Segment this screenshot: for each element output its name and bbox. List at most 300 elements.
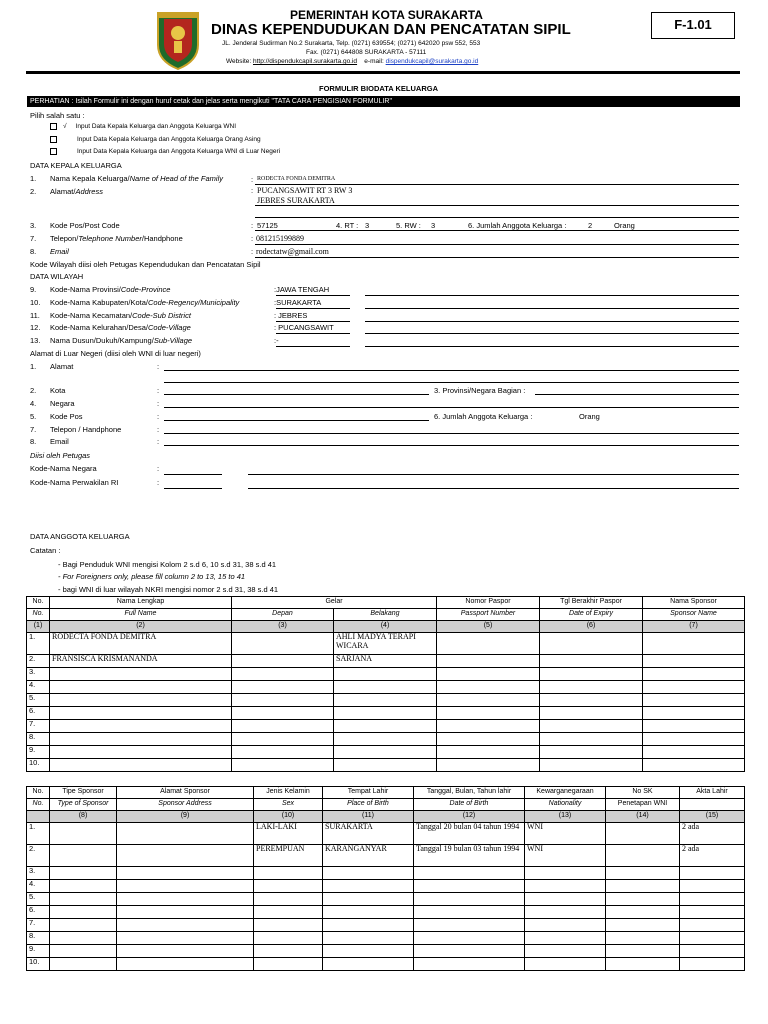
table-cell[interactable] <box>334 746 437 759</box>
header-cell: Sponsor Address <box>117 799 254 811</box>
table-cell[interactable] <box>254 932 323 945</box>
table-cell[interactable] <box>334 681 437 694</box>
abroad-address-line-2 <box>164 382 739 383</box>
member-count-value[interactable]: 2 <box>588 221 593 230</box>
table-cell[interactable] <box>643 733 745 746</box>
header-cell: Tempat Lahir <box>323 787 414 799</box>
table-cell[interactable] <box>232 707 334 720</box>
region-label: Nama Dusun/Dukuh/Kampung/ <box>50 336 154 345</box>
table-cell[interactable] <box>606 867 680 880</box>
abroad-row-address <box>30 362 73 371</box>
colon: : <box>157 386 160 395</box>
option-abroad-label: Input Data Kepala Keluarga dan Anggota Keluarga WNI di Luar Negeri <box>77 148 281 156</box>
table-cell[interactable] <box>525 867 606 880</box>
region-section-title: DATA WILAYAH <box>30 272 84 281</box>
abroad-address-line-1 <box>164 370 739 371</box>
table-cell[interactable] <box>117 919 254 932</box>
table-cell[interactable] <box>606 945 680 958</box>
table-row <box>27 845 745 867</box>
orang-label: Orang <box>614 221 635 230</box>
table-cell[interactable] <box>680 945 745 958</box>
table-cell[interactable] <box>50 845 117 867</box>
table-cell[interactable] <box>117 845 254 867</box>
row-number: 8. <box>30 247 37 256</box>
table-cell[interactable] <box>437 694 540 707</box>
table-cell[interactable] <box>50 759 232 772</box>
header-cell: Nationality <box>525 799 606 811</box>
header-cell: Gelar <box>232 597 437 609</box>
table-cell[interactable]: PEREMPUAN <box>254 845 323 867</box>
table-cell[interactable] <box>334 707 437 720</box>
row-number: 8. <box>30 437 37 446</box>
phone-label-en: Telephone Number <box>78 234 142 243</box>
table-cell[interactable] <box>323 893 414 906</box>
table-cell[interactable] <box>50 919 117 932</box>
colon: : <box>157 425 160 434</box>
table-cell[interactable] <box>643 655 745 668</box>
table-row <box>27 746 745 759</box>
column-number-cell: (9) <box>117 811 254 823</box>
header-cell: No. <box>27 787 50 799</box>
region-name-line <box>365 308 739 309</box>
colon: : <box>157 362 160 371</box>
column-number-cell: (7) <box>643 621 745 633</box>
row-number-cell: 4. <box>27 681 50 694</box>
table-cell[interactable] <box>680 880 745 893</box>
table-cell[interactable] <box>254 880 323 893</box>
representative-code-line-1 <box>164 488 222 489</box>
row-number-cell: 7. <box>27 919 50 932</box>
table-cell[interactable]: 2 ada <box>680 845 745 867</box>
region-code-line <box>276 333 350 334</box>
table-cell[interactable] <box>334 668 437 681</box>
table-cell[interactable] <box>437 681 540 694</box>
row-number-cell: 10. <box>27 958 50 971</box>
table-cell[interactable] <box>540 681 643 694</box>
members-note-3: - bagi WNI di luar wilayah NKRI mengisi nomor 2 s.d 31, 38 s.d 41 <box>58 585 279 594</box>
table-cell[interactable] <box>50 906 117 919</box>
abroad-postcode-label: Kode Pos <box>50 412 83 421</box>
table-cell[interactable] <box>323 945 414 958</box>
header-rule <box>26 71 740 74</box>
column-number-cell: (12) <box>414 811 525 823</box>
postcode-label: Kode Pos/Post Code <box>50 221 120 230</box>
table-cell[interactable] <box>414 932 525 945</box>
table-row <box>27 958 745 971</box>
table-cell[interactable] <box>232 681 334 694</box>
table-cell[interactable] <box>50 694 232 707</box>
table-cell[interactable]: SARJANA <box>334 655 437 668</box>
column-number-cell: (3) <box>232 621 334 633</box>
abroad-address-label: Alamat <box>50 362 74 371</box>
header-cell: Alamat Sponsor <box>117 787 254 799</box>
region-label: Kode-Nama Kabupaten/Kota/ <box>50 298 148 307</box>
row-number-cell: 8. <box>27 932 50 945</box>
table-cell[interactable] <box>117 823 254 845</box>
table-cell[interactable] <box>680 932 745 945</box>
table-cell[interactable] <box>334 694 437 707</box>
row-number: 11. <box>30 311 40 320</box>
table-cell[interactable] <box>540 694 643 707</box>
petugas-label: Diisi oleh Petugas <box>30 451 91 460</box>
region-value[interactable]: : PUCANGSAWIT <box>274 323 334 332</box>
header-cell: Nama Sponsor <box>643 597 745 609</box>
table-cell[interactable] <box>323 932 414 945</box>
table-cell[interactable] <box>606 823 680 845</box>
table-cell[interactable] <box>50 893 117 906</box>
table-cell[interactable] <box>117 867 254 880</box>
table-cell[interactable]: Tanggal 19 bulan 03 tahun 1994 <box>414 845 525 867</box>
table-cell[interactable] <box>50 945 117 958</box>
table-cell[interactable]: Tanggal 20 bulan 04 tahun 1994 <box>414 823 525 845</box>
table-cell[interactable] <box>50 823 117 845</box>
table-cell[interactable] <box>323 867 414 880</box>
table-cell[interactable] <box>525 932 606 945</box>
table-cell[interactable] <box>525 906 606 919</box>
table-cell[interactable] <box>117 932 254 945</box>
table-cell[interactable] <box>606 919 680 932</box>
row-number: 7. <box>30 234 37 243</box>
region-value[interactable]: :JAWA TENGAH <box>274 285 330 294</box>
handphone-label: /Handphone <box>141 234 183 243</box>
form-code-box <box>651 12 735 39</box>
rw-value[interactable]: 3 <box>431 221 436 230</box>
abroad-row-email <box>30 437 69 446</box>
members-table-1 <box>26 596 745 772</box>
table-cell[interactable] <box>680 867 745 880</box>
postcode-value[interactable]: 57125 <box>257 221 278 230</box>
checkbox-foreigner[interactable] <box>50 136 57 143</box>
colon: : <box>157 478 160 487</box>
table-cell[interactable] <box>643 694 745 707</box>
table-cell[interactable] <box>540 746 643 759</box>
table-cell[interactable] <box>334 759 437 772</box>
header-cell: No. <box>27 609 50 621</box>
table-cell[interactable]: RODECTA FONDA DEMITRA <box>50 633 232 655</box>
row-number-cell: 9. <box>27 746 50 759</box>
table-cell[interactable] <box>525 945 606 958</box>
checkmark-icon: √ <box>63 123 67 131</box>
abroad-city-label: Kota <box>50 386 66 395</box>
region-name-line <box>365 321 739 322</box>
head-name-value[interactable]: RODECTA FONDA DEMITRA <box>257 176 336 182</box>
table-cell[interactable]: 2 ada <box>680 823 745 845</box>
table-cell[interactable] <box>50 958 117 971</box>
notice-bar <box>27 96 740 107</box>
table-cell[interactable] <box>540 655 643 668</box>
table-cell[interactable] <box>414 906 525 919</box>
option-abroad[interactable] <box>50 148 280 155</box>
table-cell[interactable] <box>525 958 606 971</box>
row-number: 13. <box>30 336 41 345</box>
table-cell[interactable] <box>437 720 540 733</box>
head-row-address <box>30 187 103 196</box>
table-cell[interactable] <box>323 880 414 893</box>
row-number: 12. <box>30 323 41 332</box>
table-cell[interactable] <box>414 893 525 906</box>
header-cell: Full Name <box>50 609 232 621</box>
row-number-cell: 8. <box>27 733 50 746</box>
table-cell[interactable] <box>680 906 745 919</box>
head-address-line-2 <box>255 217 739 218</box>
table-cell[interactable] <box>525 880 606 893</box>
region-name-line <box>365 333 739 334</box>
table-cell[interactable] <box>606 845 680 867</box>
option-foreigner-label: Input Data Kepala Keluarga dan Anggota Keluarga Orang Asing <box>77 136 261 144</box>
region-value[interactable]: :- <box>274 336 279 345</box>
table-cell[interactable] <box>525 919 606 932</box>
table-cell[interactable]: SURAKARTA <box>323 823 414 845</box>
column-number-cell: (5) <box>437 621 540 633</box>
phone-line <box>255 244 739 245</box>
region-label-en: Code-Sub District <box>132 311 191 320</box>
table-cell[interactable] <box>232 633 334 655</box>
email-field-label: Email <box>50 247 69 256</box>
name-label: Nama Kepala Keluarga/ <box>50 174 130 183</box>
head-section-title: DATA KEPALA KELUARGA <box>30 161 122 170</box>
table-cell[interactable] <box>643 707 745 720</box>
table-cell[interactable] <box>334 733 437 746</box>
table-cell[interactable] <box>643 759 745 772</box>
table-cell[interactable] <box>606 958 680 971</box>
table-cell[interactable] <box>643 720 745 733</box>
table-row <box>27 655 745 668</box>
colon: : <box>157 464 160 473</box>
table-cell[interactable] <box>540 759 643 772</box>
column-number-row <box>27 811 745 823</box>
table-cell[interactable] <box>323 919 414 932</box>
form-title: FORMULIR BIODATA KELUARGA <box>319 84 439 93</box>
column-number-cell <box>27 811 50 823</box>
table-cell[interactable] <box>437 668 540 681</box>
colon: : <box>251 175 254 184</box>
table-cell[interactable] <box>254 919 323 932</box>
website-link[interactable]: http://dispendukcapil.surakarta.go.id <box>252 58 358 65</box>
row-number: 7. <box>30 425 37 434</box>
checkbox-wni[interactable] <box>50 123 57 130</box>
table-cell[interactable] <box>414 880 525 893</box>
option-foreigner[interactable] <box>50 136 261 143</box>
table-row <box>27 707 745 720</box>
table-cell[interactable] <box>50 746 232 759</box>
table-cell[interactable] <box>50 880 117 893</box>
row-number-cell: 1. <box>27 633 50 655</box>
table-row <box>27 694 745 707</box>
table-cell[interactable] <box>50 707 232 720</box>
table-cell[interactable]: KARANGANYAR <box>323 845 414 867</box>
region-value[interactable]: :SURAKARTA <box>274 298 322 307</box>
head-row-postcode <box>30 221 120 230</box>
table-cell[interactable] <box>540 720 643 733</box>
region-row-label <box>30 323 191 332</box>
column-number-cell: (6) <box>540 621 643 633</box>
row-number-cell: 1. <box>27 823 50 845</box>
table-cell[interactable] <box>414 945 525 958</box>
table-cell[interactable] <box>50 932 117 945</box>
table-cell[interactable] <box>606 906 680 919</box>
header-cell: Passport Number <box>437 609 540 621</box>
members-table-2 <box>26 786 745 971</box>
table-cell[interactable] <box>323 958 414 971</box>
header-cell: Tgl Berakhir Paspor <box>540 597 643 609</box>
table-row <box>27 932 745 945</box>
table-cell[interactable] <box>414 867 525 880</box>
option-wni[interactable] <box>50 123 236 130</box>
region-row-label <box>30 311 191 320</box>
header-cell: Sex <box>254 799 323 811</box>
table-cell[interactable] <box>643 633 745 655</box>
header-cell: Penetapan WNI <box>606 799 680 811</box>
region-label-en: Code-Province <box>120 285 171 294</box>
table-cell[interactable] <box>643 668 745 681</box>
form-code: F-1.01 <box>674 17 712 32</box>
header-cell: Place of Birth <box>323 799 414 811</box>
head-row-email <box>30 247 69 256</box>
table-cell[interactable] <box>254 893 323 906</box>
table-cell[interactable] <box>525 893 606 906</box>
table-cell[interactable] <box>437 707 540 720</box>
region-label: Kode-Nama Kelurahan/Desa/ <box>50 323 148 332</box>
region-label-en: Code-Regency/Municipality <box>147 298 240 307</box>
table-cell[interactable] <box>254 958 323 971</box>
phone-value[interactable]: 081215199889 <box>256 234 304 243</box>
table-cell[interactable]: LAKI-LAKI <box>254 823 323 845</box>
row-number: 10. <box>30 298 41 307</box>
table-cell[interactable] <box>232 694 334 707</box>
column-number-cell: (2) <box>50 621 232 633</box>
table-cell[interactable] <box>232 720 334 733</box>
notice-text: PERHATIAN : Isilah Formulir ini dengan huruf cetak dan jelas serta mengikuti "TATA CARA PENGISIAN FORMULIR" <box>30 98 392 105</box>
head-address-value-1[interactable]: PUCANGSAWIT RT 3 RW 3 <box>257 186 353 195</box>
table-cell[interactable] <box>232 655 334 668</box>
region-value[interactable]: : JEBRES <box>274 311 308 320</box>
table-row <box>27 919 745 932</box>
table-cell[interactable]: AHLI MADYA TERAPI WICARA <box>334 633 437 655</box>
table-cell[interactable] <box>437 759 540 772</box>
header-cell: No. <box>27 597 50 609</box>
table-cell[interactable] <box>540 633 643 655</box>
table-cell[interactable] <box>414 919 525 932</box>
row-number: 4. <box>30 399 37 408</box>
abroad-country-line <box>164 407 739 408</box>
table-cell[interactable] <box>50 733 232 746</box>
table-cell[interactable] <box>540 733 643 746</box>
header-cell: Nama Lengkap <box>50 597 232 609</box>
head-row-name <box>30 174 223 183</box>
table-row <box>27 759 745 772</box>
row-number: 9. <box>30 285 37 294</box>
table-cell[interactable] <box>680 958 745 971</box>
table-header-row <box>27 597 745 609</box>
region-label-en: Sub-Village <box>153 336 193 345</box>
email-line <box>255 257 739 258</box>
table-cell[interactable] <box>437 633 540 655</box>
email-link[interactable]: dispendukcapil@surakarta.go.id <box>385 58 479 65</box>
gov-title: PEMERINTAH KOTA SURAKARTA <box>290 8 483 22</box>
table-cell[interactable] <box>437 655 540 668</box>
colon: : <box>157 437 160 446</box>
rt-label: 4. RT : <box>336 221 359 230</box>
table-cell[interactable] <box>254 945 323 958</box>
row-number-cell: 2. <box>27 655 50 668</box>
abroad-province-line <box>535 394 739 395</box>
colon: : <box>251 221 254 230</box>
fax-line: Fax. (0271) 644808 SURAKARTA - 57111 <box>306 49 427 56</box>
abroad-postcode-line <box>164 420 429 421</box>
header-cell: No. <box>27 799 50 811</box>
table-cell[interactable] <box>643 746 745 759</box>
table-cell[interactable] <box>50 720 232 733</box>
table-cell[interactable] <box>334 720 437 733</box>
region-row-label <box>30 298 239 307</box>
region-label-en: Code-Village <box>147 323 191 332</box>
table-cell[interactable] <box>50 668 232 681</box>
table-cell[interactable] <box>232 668 334 681</box>
row-number: 1. <box>30 362 37 371</box>
table-cell[interactable] <box>117 906 254 919</box>
table-cell[interactable] <box>606 932 680 945</box>
table-cell[interactable] <box>254 867 323 880</box>
table-cell[interactable] <box>540 668 643 681</box>
table-cell[interactable] <box>50 867 117 880</box>
table-cell[interactable] <box>437 733 540 746</box>
table-cell[interactable] <box>540 707 643 720</box>
row-number-cell: 5. <box>27 694 50 707</box>
header-cell: Jenis Kelamin <box>254 787 323 799</box>
table-cell[interactable] <box>232 746 334 759</box>
header-cell: Nomor Paspor <box>437 597 540 609</box>
table-cell[interactable] <box>414 958 525 971</box>
row-number: 2. <box>30 386 37 395</box>
table-cell[interactable] <box>680 893 745 906</box>
table-cell[interactable] <box>117 945 254 958</box>
table-cell[interactable]: WNI <box>525 823 606 845</box>
row-number-cell: 3. <box>27 668 50 681</box>
table-cell[interactable] <box>606 880 680 893</box>
header-cell: Akta Lahir <box>680 787 745 799</box>
email-value[interactable]: rodectatw@gmail.com <box>256 247 329 256</box>
abroad-phone-label: Telepon / Handphone <box>50 425 122 434</box>
rt-value[interactable]: 3 <box>365 221 370 230</box>
table-cell[interactable] <box>117 958 254 971</box>
table-cell[interactable] <box>680 919 745 932</box>
checkbox-abroad[interactable] <box>50 148 57 155</box>
table-cell[interactable] <box>606 893 680 906</box>
header-cell: Date of Birth <box>414 799 525 811</box>
table-cell[interactable]: WNI <box>525 845 606 867</box>
table-cell[interactable] <box>117 893 254 906</box>
table-header-row <box>27 787 745 799</box>
table-cell[interactable] <box>117 880 254 893</box>
table-cell[interactable] <box>643 681 745 694</box>
table-cell[interactable] <box>232 733 334 746</box>
table-row <box>27 681 745 694</box>
row-number: 2. <box>30 187 37 196</box>
table-cell[interactable] <box>254 906 323 919</box>
members-note-title: Catatan : <box>30 546 61 555</box>
head-address-value-2[interactable]: JEBRES SURAKARTA <box>257 196 335 205</box>
country-code-line-2 <box>248 474 739 475</box>
table-subheader-row <box>27 609 745 621</box>
table-cell[interactable]: FRANSISCA KRISMANANDA <box>50 655 232 668</box>
colon: : <box>251 247 254 256</box>
table-cell[interactable] <box>323 906 414 919</box>
table-cell[interactable] <box>232 759 334 772</box>
abroad-row-city <box>30 386 65 395</box>
colon: : <box>157 412 160 421</box>
table-cell[interactable] <box>50 681 232 694</box>
table-cell[interactable] <box>437 746 540 759</box>
